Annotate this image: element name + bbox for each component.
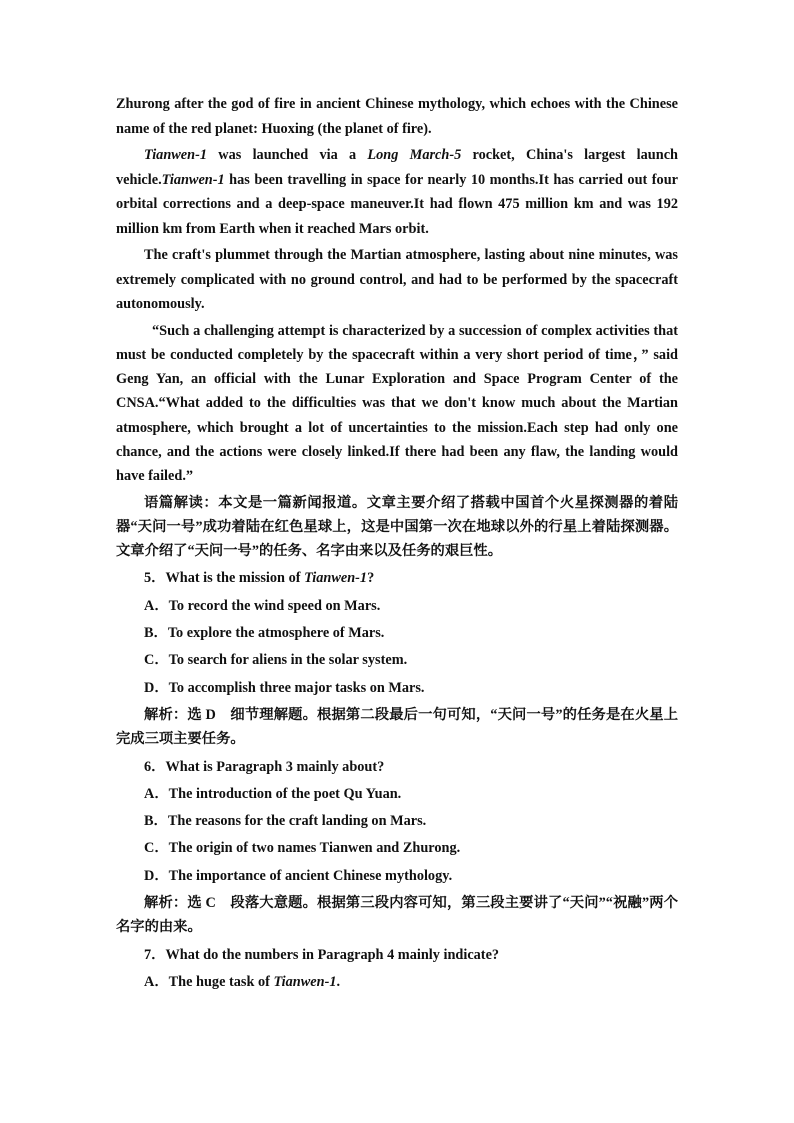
question-7 (116, 943, 678, 995)
craft-name: Tianwen-1 (161, 171, 225, 188)
passage-summary: 语篇解读：本文是一篇新闻报道。文章主要介绍了搭载中国首个火星探测器的着陆器“天问一号”成功着陆在红色星球上，这是中国第一次在地球以外的行星上着陆探测器。文章介绍了“天问一号”的任务、名字由来以及任务的艰巨性。 (116, 494, 679, 560)
article-paragraph-2: The craft's plummet through the Martian atmosphere, lasting about nine minutes, was extremely complicated with no ground control, and had to be performed by the spacecraft autonomously. (116, 247, 678, 312)
document-page (116, 92, 678, 997)
question-5 (116, 566, 678, 751)
rocket-name: Long March-5 (367, 147, 462, 163)
question-stem: 7．What do the numbers in Paragraph 4 mainly indicate? (144, 946, 500, 963)
option-b[interactable]: B．To explore the atmosphere of Mars. (144, 625, 385, 642)
option-b[interactable]: B．The reasons for the craft landing on Mars. (144, 813, 427, 830)
question-stem: 5．What is the mission of Tianwen-1? (144, 570, 375, 587)
answer-analysis: 解析：选 D 细节理解题。根据第二段最后一句可知，“天问一号”的任务是在火星上完成三项主要任务。 (116, 706, 679, 748)
option-c[interactable]: C．To search for aliens in the solar system. (144, 652, 408, 669)
option-d[interactable]: D．The importance of ancient Chinese mythology. (144, 867, 453, 884)
option-c[interactable]: C．The origin of two names Tianwen and Zhurong. (144, 840, 461, 857)
option-d[interactable]: D．To accomplish three major tasks on Mars. (144, 679, 425, 696)
option-a[interactable]: A．The huge task of Tianwen-1. (144, 973, 341, 990)
option-a[interactable]: A．To record the wind speed on Mars. (144, 597, 381, 614)
answer-analysis: 解析：选 C 段落大意题。根据第三段内容可知，第三段主要讲了“天问”“祝融”两个名字的由来。 (116, 895, 679, 936)
question-6 (116, 755, 678, 940)
option-a[interactable]: A．The introduction of the poet Qu Yuan. (144, 785, 402, 802)
question-stem: 6．What is Paragraph 3 mainly about? (144, 758, 385, 775)
article-paragraph-0: Zhurong after the god of fire in ancient Chinese mythology, which echoes with the Chinese name of the red planet: Huoxing (the planet of fire). (116, 96, 678, 137)
summary-label: 语篇解读： (144, 494, 219, 511)
article-paragraph-3: “Such a challenging attempt is characterized by a succession of complex activities that must be conducted completely by the spacecraft within a very short period of time，” said Geng Yan, an official with the Lunar Exploration and Space Program Center of the CNSA.“What added to the difficulties was that we don't know much about the Martian atmosphere, which brought a lot of uncertainties to the mission.Each step had only one chance, and the actions were closely linked.If there had been any flaw, the landing would have failed.” (116, 322, 678, 485)
craft-name: Tianwen-1 (144, 147, 208, 163)
article-paragraph-1: Tianwen-1 was launched via a Long March-5 rocket, China's largest launch vehicle.Tianwen-1 has been travelling in space for nearly 10 months.It has carried out four orbital corrections and a deep-space maneuver.It had flown 475 million km and was 192 million km from Earth when it reached Mars orbit. (116, 147, 678, 237)
